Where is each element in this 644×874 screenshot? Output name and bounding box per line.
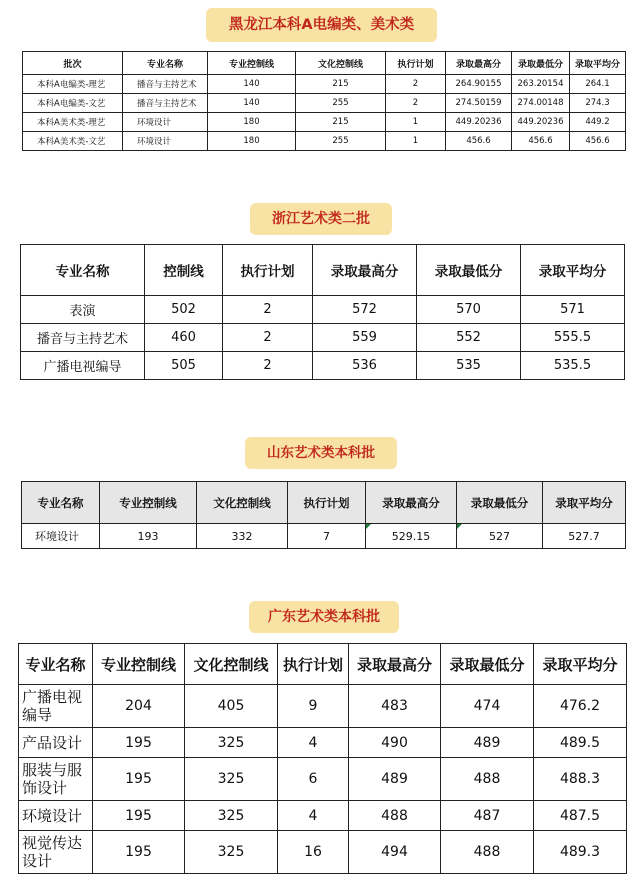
table-cell: 140 <box>208 94 296 113</box>
table-cell: 505 <box>145 352 223 380</box>
table-heilongjiang <box>22 51 626 151</box>
table-cell: 325 <box>185 831 278 874</box>
table-cell: 456.6 <box>446 132 512 151</box>
table-cell: 播音与主持艺术 <box>123 75 208 94</box>
table-cell: 180 <box>208 113 296 132</box>
table-cell: 广播电视编导 <box>19 685 93 728</box>
table-cell: 263.20154 <box>512 75 570 94</box>
table-row <box>19 831 627 874</box>
table-cell: 405 <box>185 685 278 728</box>
table-cell: 播音与主持艺术 <box>123 94 208 113</box>
table-cell: 489.5 <box>534 728 627 758</box>
table-cell: 555.5 <box>521 324 625 352</box>
table-row <box>23 94 626 113</box>
table-row <box>23 75 626 94</box>
table-cell: 559 <box>313 324 417 352</box>
table-cell: 264.1 <box>570 75 626 94</box>
header-cell: 录取平均分 <box>534 644 627 685</box>
table-cell: 环境设计 <box>123 113 208 132</box>
table-row <box>23 132 626 151</box>
table-cell: 2 <box>223 296 313 324</box>
header-cell: 录取平均分 <box>543 482 626 524</box>
table-cell: 529.15 <box>366 524 457 549</box>
table-cell: 476.2 <box>534 685 627 728</box>
header-cell: 录取最高分 <box>446 52 512 75</box>
table-cell: 本科A美术类-文艺 <box>23 132 123 151</box>
table-cell: 2 <box>386 94 446 113</box>
table-cell: 325 <box>185 728 278 758</box>
table-cell: 488 <box>441 831 534 874</box>
table-cell: 274.3 <box>570 94 626 113</box>
table-cell: 播音与主持艺术 <box>21 324 145 352</box>
header-cell: 录取最低分 <box>441 644 534 685</box>
table-cell: 6 <box>278 758 349 801</box>
header-cell: 执行计划 <box>288 482 366 524</box>
table-cell: 9 <box>278 685 349 728</box>
table-cell: 2 <box>386 75 446 94</box>
table-cell: 490 <box>349 728 441 758</box>
table-cell: 332 <box>197 524 288 549</box>
table-cell: 215 <box>296 75 386 94</box>
table-cell: 488 <box>441 758 534 801</box>
table-cell: 140 <box>208 75 296 94</box>
header-cell: 录取最高分 <box>366 482 457 524</box>
table-cell: 本科A电编类-文艺 <box>23 94 123 113</box>
table-cell: 488.3 <box>534 758 627 801</box>
table-row <box>23 113 626 132</box>
table-cell: 1 <box>386 132 446 151</box>
section-title-heilongjiang: 黑龙江本科A电编类、美术类 <box>206 8 437 42</box>
table-cell: 服装与服饰设计 <box>19 758 93 801</box>
table-cell: 产品设计 <box>19 728 93 758</box>
table-cell: 255 <box>296 94 386 113</box>
header-cell: 批次 <box>23 52 123 75</box>
table-header-row <box>21 245 625 296</box>
table-cell: 2 <box>223 352 313 380</box>
table-cell: 449.20236 <box>446 113 512 132</box>
table-cell: 215 <box>296 113 386 132</box>
table-guangdong <box>18 643 627 874</box>
table-cell: 489 <box>349 758 441 801</box>
header-cell: 专业名称 <box>19 644 93 685</box>
header-cell: 专业控制线 <box>100 482 197 524</box>
header-cell: 录取平均分 <box>570 52 626 75</box>
table-cell: 视觉传达设计 <box>19 831 93 874</box>
header-cell: 执行计划 <box>278 644 349 685</box>
table-header-row <box>23 52 626 75</box>
table-cell: 4 <box>278 801 349 831</box>
table-cell: 487.5 <box>534 801 627 831</box>
table-cell: 449.20236 <box>512 113 570 132</box>
table-header-row <box>22 482 626 524</box>
table-row <box>21 352 625 380</box>
table-cell: 572 <box>313 296 417 324</box>
header-cell: 专业名称 <box>21 245 145 296</box>
header-cell: 文化控制线 <box>185 644 278 685</box>
table-cell: 527.7 <box>543 524 626 549</box>
header-cell: 录取最低分 <box>417 245 521 296</box>
header-cell: 录取平均分 <box>521 245 625 296</box>
table-cell: 广播电视编导 <box>21 352 145 380</box>
header-cell: 录取最低分 <box>457 482 543 524</box>
table-cell: 环境设计 <box>123 132 208 151</box>
header-cell: 执行计划 <box>223 245 313 296</box>
table-row <box>19 728 627 758</box>
table-cell: 2 <box>223 324 313 352</box>
header-cell: 执行计划 <box>386 52 446 75</box>
table-cell: 1 <box>386 113 446 132</box>
table-header-row <box>19 644 627 685</box>
table-cell: 204 <box>93 685 185 728</box>
table-row <box>21 296 625 324</box>
table-cell: 487 <box>441 801 534 831</box>
table-cell: 527 <box>457 524 543 549</box>
table-cell: 570 <box>417 296 521 324</box>
table-cell: 535.5 <box>521 352 625 380</box>
table-cell: 460 <box>145 324 223 352</box>
table-row <box>19 758 627 801</box>
table-cell: 环境设计 <box>22 524 100 549</box>
table-cell: 环境设计 <box>19 801 93 831</box>
table-cell: 274.00148 <box>512 94 570 113</box>
table-cell: 274.50159 <box>446 94 512 113</box>
header-cell: 专业控制线 <box>93 644 185 685</box>
table-row <box>21 324 625 352</box>
table-cell: 4 <box>278 728 349 758</box>
table-cell: 488 <box>349 801 441 831</box>
table-cell: 483 <box>349 685 441 728</box>
table-cell: 255 <box>296 132 386 151</box>
table-zhejiang <box>20 244 625 380</box>
table-cell: 195 <box>93 831 185 874</box>
table-cell: 325 <box>185 801 278 831</box>
table-cell: 502 <box>145 296 223 324</box>
table-row <box>22 524 626 549</box>
section-title-shandong: 山东艺术类本科批 <box>245 437 397 469</box>
table-cell: 264.90155 <box>446 75 512 94</box>
section-title-guangdong: 广东艺术类本科批 <box>249 601 399 633</box>
table-cell: 325 <box>185 758 278 801</box>
table-cell: 456.6 <box>512 132 570 151</box>
table-cell: 536 <box>313 352 417 380</box>
header-cell: 文化控制线 <box>296 52 386 75</box>
table-cell: 180 <box>208 132 296 151</box>
table-cell: 193 <box>100 524 197 549</box>
table-cell: 449.2 <box>570 113 626 132</box>
table-cell: 7 <box>288 524 366 549</box>
header-cell: 专业控制线 <box>208 52 296 75</box>
table-cell: 489 <box>441 728 534 758</box>
table-cell: 456.6 <box>570 132 626 151</box>
header-cell: 文化控制线 <box>197 482 288 524</box>
table-cell: 489.3 <box>534 831 627 874</box>
table-cell: 195 <box>93 758 185 801</box>
table-cell: 571 <box>521 296 625 324</box>
header-cell: 录取最低分 <box>512 52 570 75</box>
table-cell: 552 <box>417 324 521 352</box>
table-cell: 535 <box>417 352 521 380</box>
header-cell: 专业名称 <box>123 52 208 75</box>
table-cell: 16 <box>278 831 349 874</box>
table-cell: 474 <box>441 685 534 728</box>
table-cell: 494 <box>349 831 441 874</box>
header-cell: 专业名称 <box>22 482 100 524</box>
table-cell: 本科A电编类-理艺 <box>23 75 123 94</box>
table-cell: 本科A美术类-理艺 <box>23 113 123 132</box>
table-cell: 195 <box>93 728 185 758</box>
header-cell: 录取最高分 <box>313 245 417 296</box>
table-row <box>19 801 627 831</box>
header-cell: 控制线 <box>145 245 223 296</box>
table-cell: 表演 <box>21 296 145 324</box>
header-cell: 录取最高分 <box>349 644 441 685</box>
table-shandong <box>21 481 626 549</box>
section-title-zhejiang: 浙江艺术类二批 <box>250 203 392 235</box>
table-cell: 195 <box>93 801 185 831</box>
table-row <box>19 685 627 728</box>
